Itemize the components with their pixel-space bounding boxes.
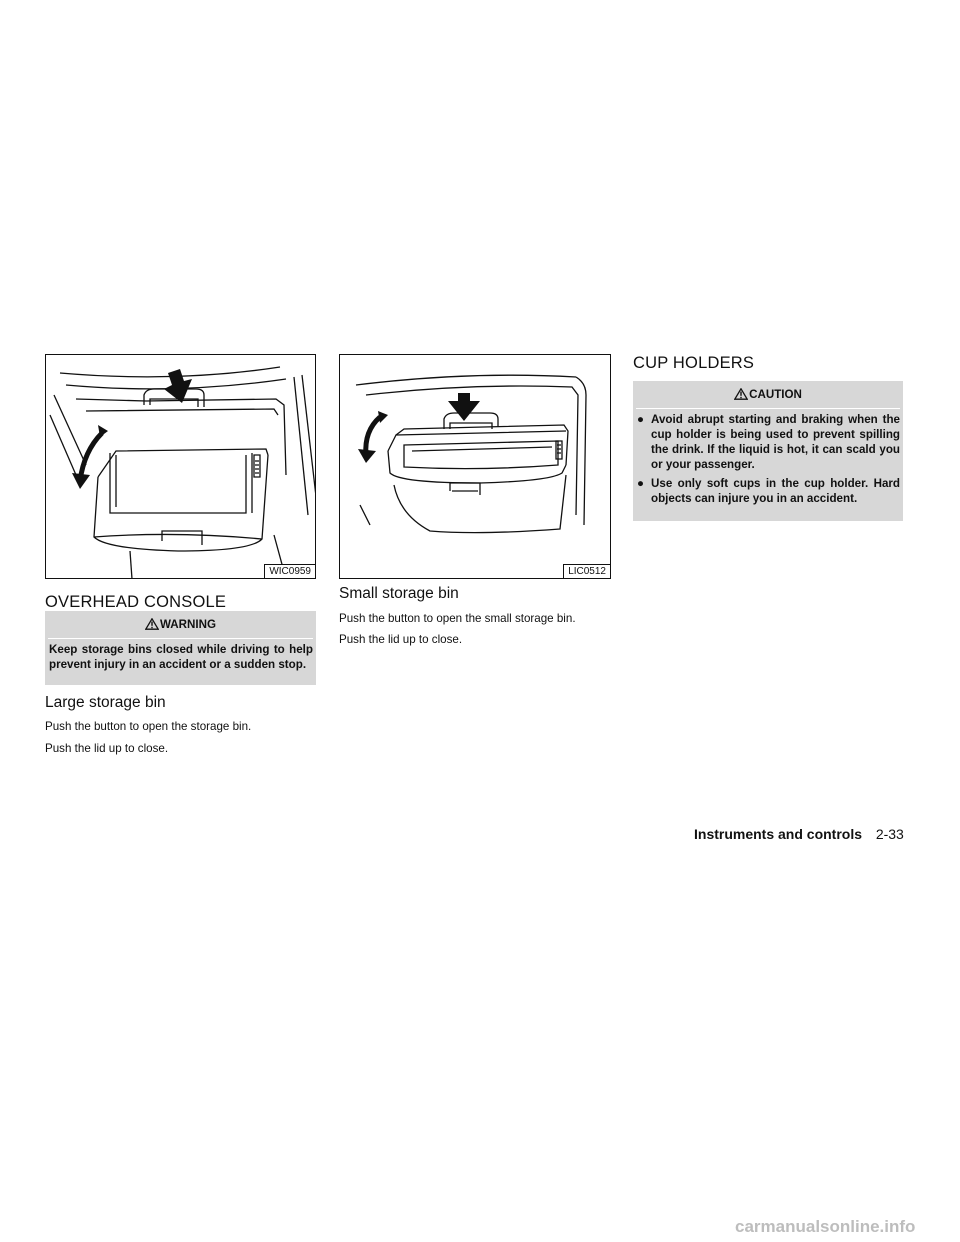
large-bin-paragraph-1: Push the button to open the storage bin.: [45, 720, 252, 733]
warning-box: [45, 611, 316, 685]
footer-section-title: Instruments and controls: [694, 826, 863, 842]
large-storage-bin-illustration: [46, 355, 316, 579]
heading-large-storage-bin: Large storage bin: [45, 694, 166, 711]
heading-small-storage-bin: Small storage bin: [339, 585, 459, 602]
figure-large-storage-bin: [45, 354, 316, 579]
small-bin-paragraph-2: Push the lid up to close.: [339, 633, 463, 646]
bullet-icon: ●: [637, 413, 645, 426]
caution-bullet: [637, 412, 900, 472]
heading-overhead-console: OVERHEAD CONSOLE: [45, 593, 227, 611]
warning-label: WARNING: [159, 618, 217, 631]
figure-code: WIC0959: [264, 564, 315, 578]
heading-cup-holders: CUP HOLDERS: [633, 354, 755, 372]
caution-bullet-text: Use only soft cups in the cup holder. Hard objects can injure you in an accident.: [651, 477, 900, 505]
caution-label: CAUTION: [749, 388, 802, 401]
figure-code: LIC0512: [563, 564, 610, 578]
page-footer: [694, 826, 904, 842]
caution-body: [636, 408, 900, 516]
bullet-icon: ●: [637, 477, 645, 490]
caution-box: [633, 381, 903, 521]
footer-page-number: 2-33: [875, 826, 904, 842]
caution-bullet-text: Avoid abrupt starting and braking when the cup holder is being used to prevent spilling the drink. If the liquid is hot, it can scald you or your passenger.: [651, 413, 900, 471]
large-bin-paragraph-2: Push the lid up to close.: [45, 742, 169, 755]
watermark-text: carmanualsonline.info: [735, 1217, 916, 1236]
figure-small-storage-bin: [339, 354, 611, 579]
small-storage-bin-illustration: [340, 355, 611, 579]
small-bin-paragraph-1: Push the button to open the small storage bin.: [339, 612, 576, 625]
caution-triangle-icon: [734, 388, 748, 400]
warning-triangle-icon: [145, 618, 159, 630]
caution-bullet: [637, 476, 900, 506]
warning-text: Keep storage bins closed while driving to help prevent injury in an accident or a sudden stop.: [48, 638, 313, 678]
